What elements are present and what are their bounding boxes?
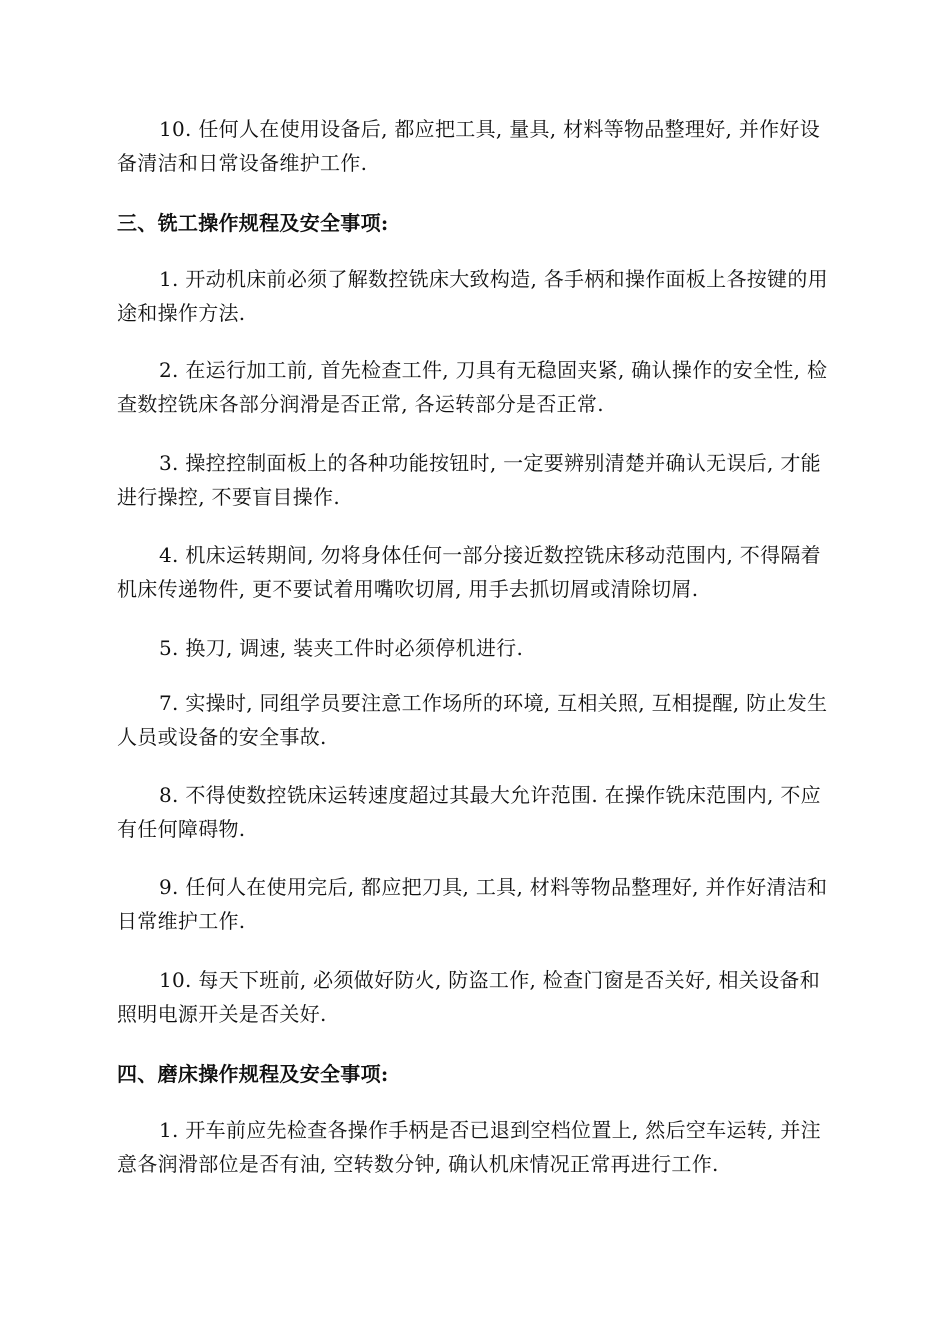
section-3-item-5: 5. 换刀, 调速, 装夹工件时必须停机进行.: [159, 636, 524, 660]
section-3-heading: 三、铣工操作规程及安全事项:: [117, 211, 389, 235]
section-3-item-8: 8. 不得使数控铣床运转速度超过其最大允许范围. 在操作铣床范围内, 不应有任何障碍物.: [117, 783, 821, 841]
section-3-item-10: 10. 每天下班前, 必须做好防火, 防盗工作, 检查门窗是否关好, 相关设备和照明电源开关是否关好.: [117, 968, 821, 1026]
section-3-item-1: 1. 开动机床前必须了解数控铣床大致构造, 各手柄和操作面板上各按键的用途和操作方法.: [117, 267, 828, 325]
section-3-item-3: 3. 操控控制面板上的各种功能按钮时, 一定要辨别清楚并确认无误后, 才能进行操控, 不要盲目操作.: [117, 451, 821, 509]
section-4-heading: 四、磨床操作规程及安全事项:: [117, 1062, 389, 1086]
section-3-item-9: 9. 任何人在使用完后, 都应把刀具, 工具, 材料等物品整理好, 并作好清洁和日常维护工作.: [117, 875, 828, 933]
section-3-item-4: 4. 机床运转期间, 勿将身体任何一部分接近数控铣床移动范围内, 不得隔着机床传递物件, 更不要试着用嘴吹切屑, 用手去抓切屑或清除切屑.: [117, 543, 821, 601]
section-3-item-7: 7. 实操时, 同组学员要注意工作场所的环境, 互相关照, 互相提醒, 防止发生人员或设备的安全事故.: [117, 691, 828, 749]
paragraph-prev-item-10: 10. 任何人在使用设备后, 都应把工具, 量具, 材料等物品整理好, 并作好设备清洁和日常设备维护工作.: [117, 117, 821, 175]
section-3-item-2: 2. 在运行加工前, 首先检查工件, 刀具有无稳固夹紧, 确认操作的安全性, 检查数控铣床各部分润滑是否正常, 各运转部分是否正常.: [117, 358, 828, 416]
section-4-item-1: 1. 开车前应先检查各操作手柄是否已退到空档位置上, 然后空车运转, 并注意各润滑部位是否有油, 空转数分钟, 确认机床情况正常再进行工作.: [117, 1118, 821, 1176]
